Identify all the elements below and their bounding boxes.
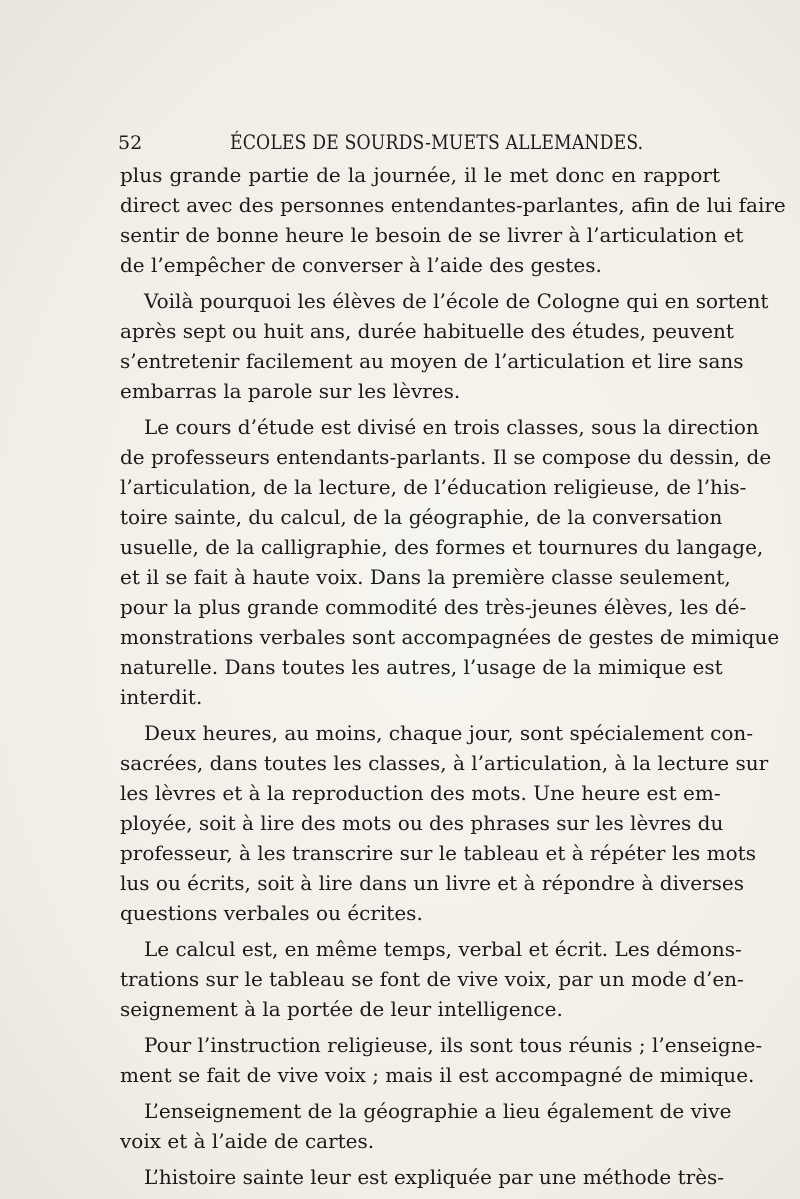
text-line: interdit.: [120, 685, 203, 709]
text-line: naturelle. Dans toutes les autres, l’usage de la mimique est: [120, 655, 723, 679]
text-line: usuelle, de la calligraphie, des formes et tournures du langage,: [120, 535, 764, 559]
text-line: voix et à l’aide de cartes.: [120, 1129, 375, 1153]
text-line: L’enseignement de la géographie a lieu également de vive: [144, 1099, 732, 1123]
text-line: les lèvres et à la reproduction des mots. Une heure est em-: [120, 781, 721, 805]
text-line: sentir de bonne heure le besoin de se livrer à l’articulation et: [120, 223, 744, 247]
paragraph: [120, 286, 769, 406]
paragraph: [120, 934, 744, 1024]
paragraph: [120, 412, 780, 712]
page-number: 52: [118, 132, 143, 154]
text-line: plus grande partie de la journée, il le met donc en rapport: [120, 163, 720, 187]
text-line: questions verbales ou écrites.: [120, 901, 423, 925]
text-line: L’histoire sainte leur est expliquée par une méthode très-: [144, 1165, 725, 1189]
text-line: et il se fait à haute voix. Dans la première classe seulement,: [120, 565, 731, 589]
body-text: [120, 160, 786, 1192]
text-line: Le cours d’étude est divisé en trois classes, sous la direction: [144, 415, 759, 439]
paragraph: [120, 1162, 725, 1192]
paragraph: [120, 160, 786, 280]
text-line: professeur, à les transcrire sur le tableau et à répéter les mots: [120, 841, 756, 865]
text-line: embarras la parole sur les lèvres.: [120, 379, 461, 403]
page-header: [118, 128, 718, 158]
text-line: toire sainte, du calcul, de la géographie, de la conversation: [120, 505, 723, 529]
text-line: après sept ou huit ans, durée habituelle des études, peuvent: [120, 319, 734, 343]
text-line: de professeurs entendants-parlants. Il se compose du dessin, de: [120, 445, 772, 469]
text-line: seignement à la portée de leur intelligence.: [120, 997, 563, 1021]
text-line: trations sur le tableau se font de vive voix, par un mode d’en-: [120, 967, 744, 991]
text-line: direct avec des personnes entendantes-parlantes, afin de lui faire: [120, 193, 786, 217]
paragraph: [120, 1096, 732, 1156]
text-line: Pour l’instruction religieuse, ils sont tous réunis ; l’enseigne-: [144, 1033, 763, 1057]
text-line: sacrées, dans toutes les classes, à l’articulation, à la lecture sur: [120, 751, 769, 775]
text-line: ment se fait de vive voix ; mais il est accompagné de mimique.: [120, 1063, 755, 1087]
text-line: ployée, soit à lire des mots ou des phrases sur les lèvres du: [120, 811, 724, 835]
running-title: ÉCOLES DE SOURDS-MUETS ALLEMANDES.: [230, 130, 644, 154]
text-line: s’entretenir facilement au moyen de l’articulation et lire sans: [120, 349, 744, 373]
text-line: de l’empêcher de converser à l’aide des gestes.: [120, 253, 602, 277]
text-line: Voilà pourquoi les élèves de l’école de Cologne qui en sortent: [144, 289, 769, 313]
paragraph: [120, 1030, 763, 1090]
paragraph: [120, 718, 769, 928]
text-line: l’articulation, de la lecture, de l’éducation religieuse, de l’his-: [120, 475, 747, 499]
text-line: monstrations verbales sont accompagnées de gestes de mimique: [120, 625, 780, 649]
text-line: Le calcul est, en même temps, verbal et écrit. Les démons-: [144, 937, 742, 961]
text-line: lus ou écrits, soit à lire dans un livre et à répondre à diverses: [120, 871, 745, 895]
text-line: pour la plus grande commodité des très-jeunes élèves, les dé-: [120, 595, 747, 619]
text-line: Deux heures, au moins, chaque jour, sont spécialement con-: [144, 721, 754, 745]
